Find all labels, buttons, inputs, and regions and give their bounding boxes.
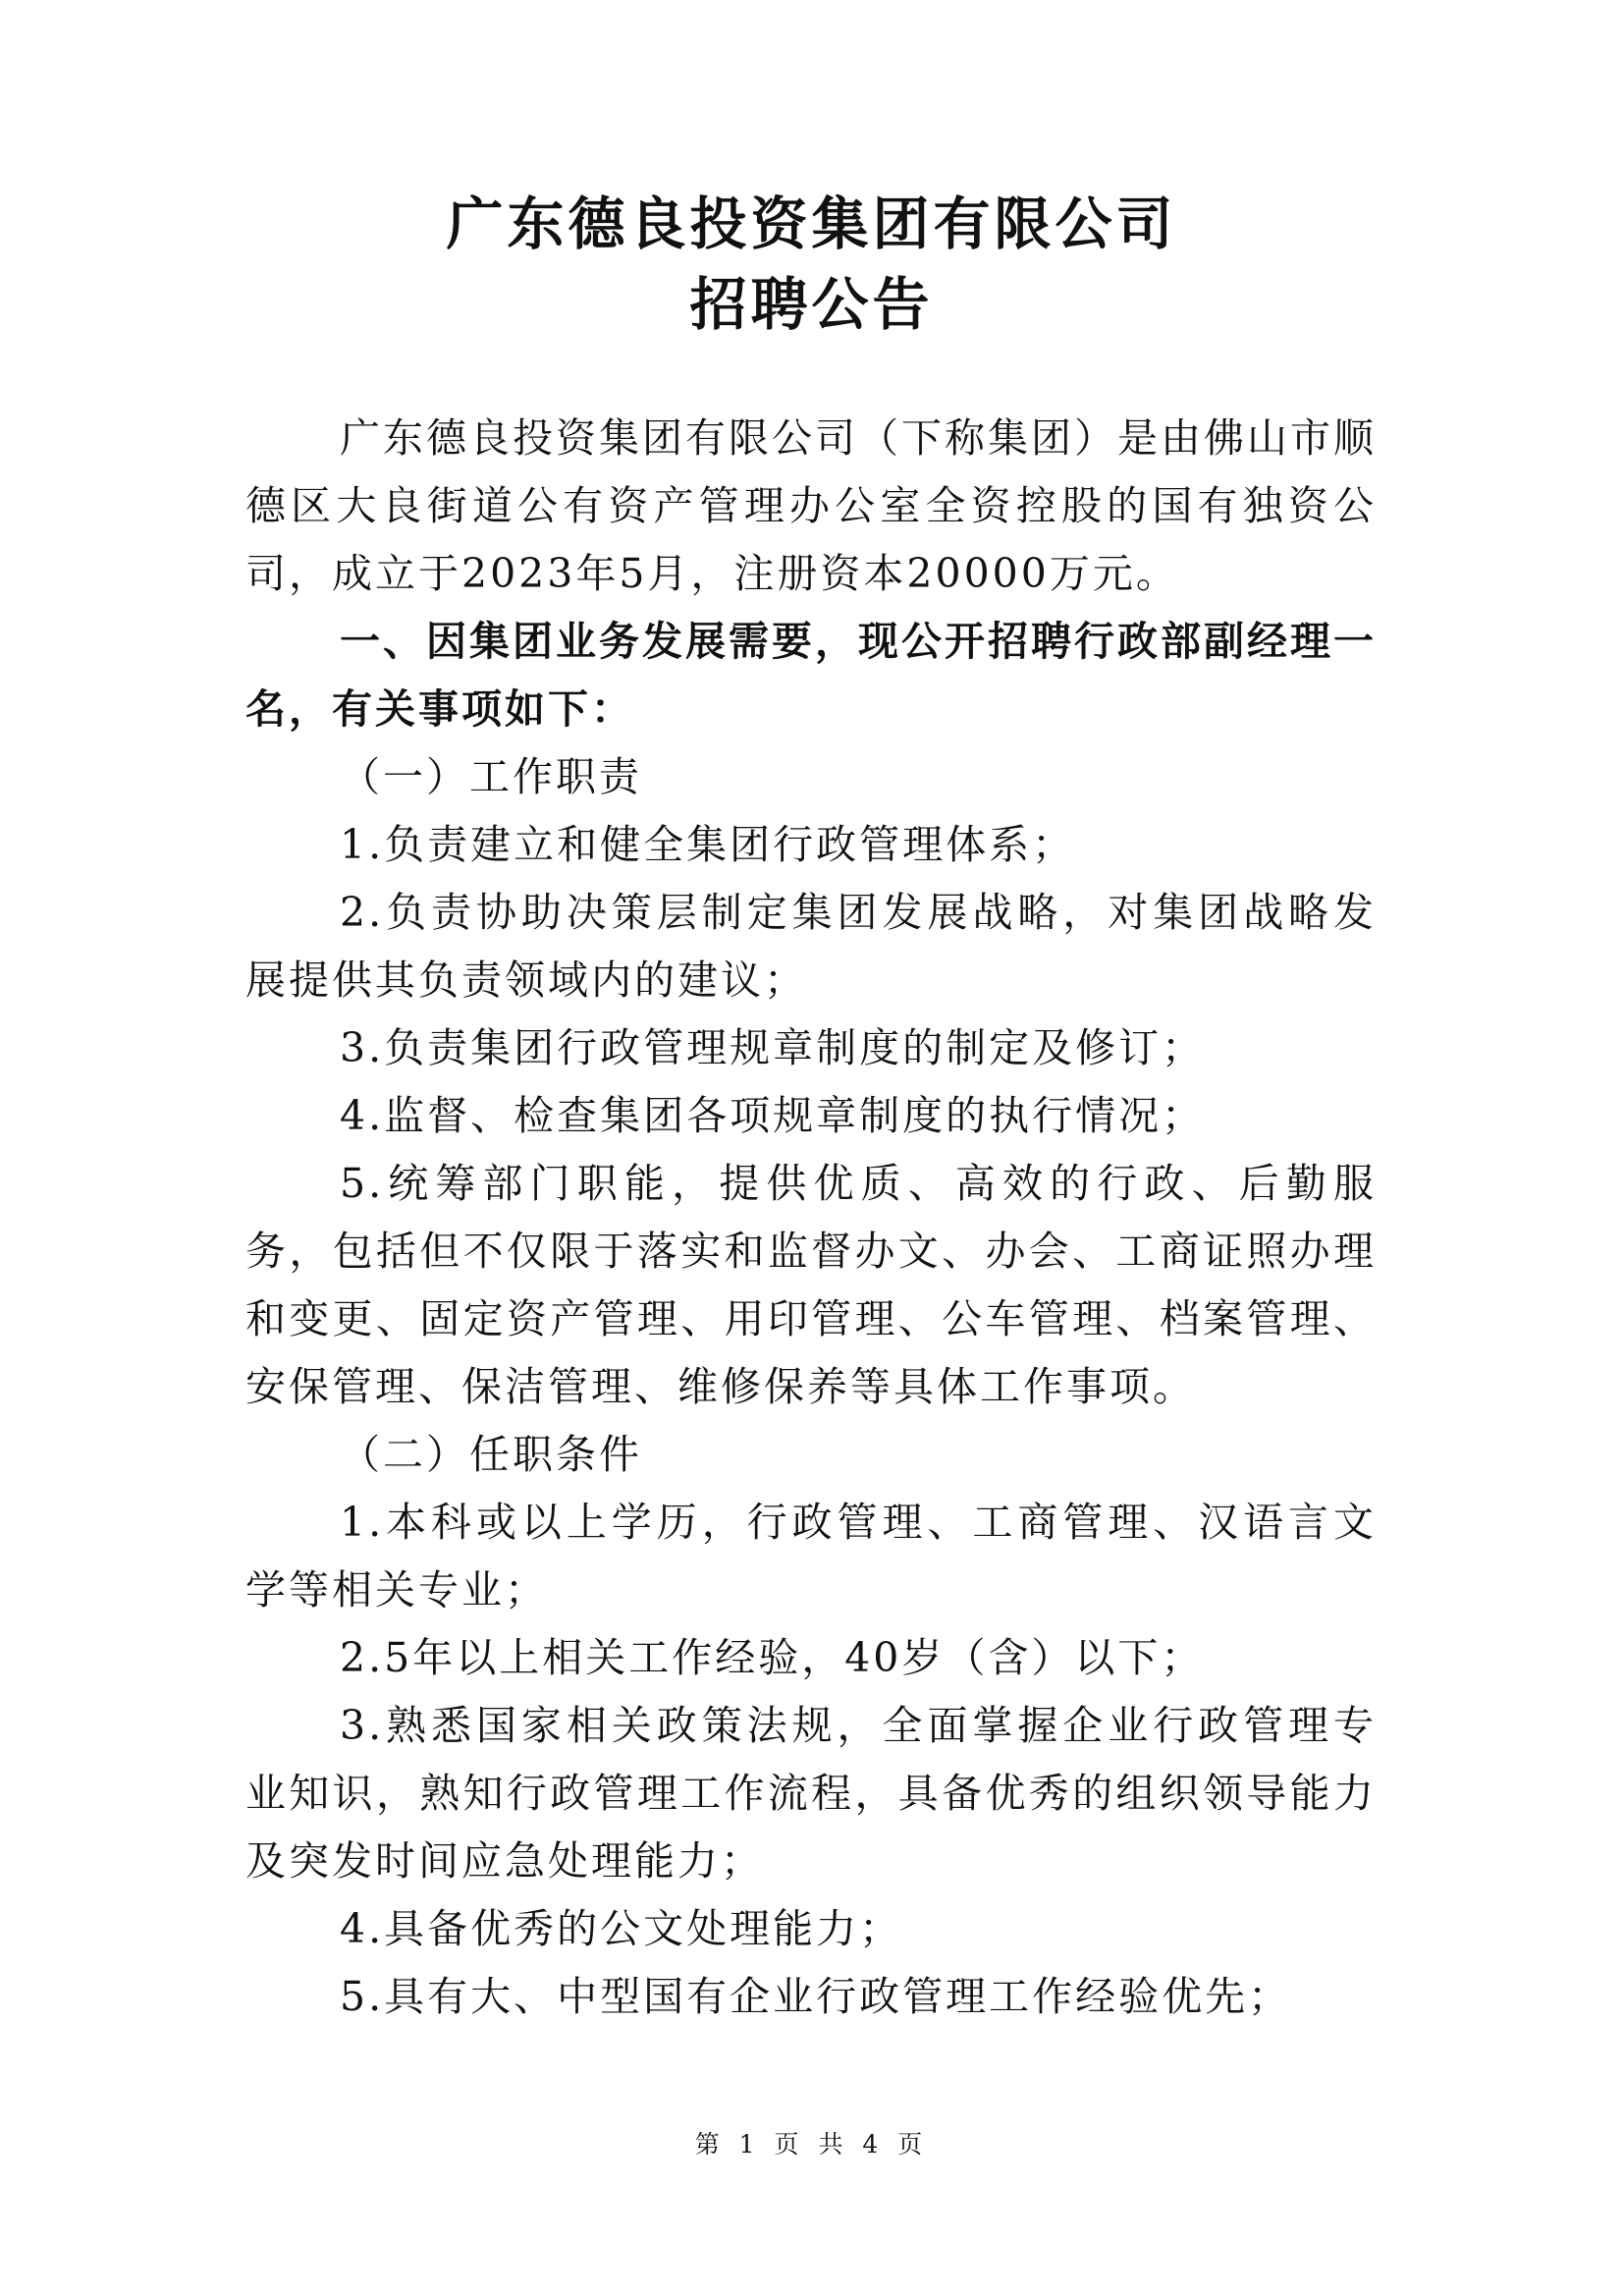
document-subtitle: 招聘公告 [689, 271, 934, 338]
document-body [245, 405, 1377, 2031]
requirement-item: 3.熟悉国家相关政策法规，全面掌握企业行政管理专业知识，熟知行政管理工作流程，具备优秀的组织领导能力及突发时间应急处理能力； [245, 1702, 1377, 1885]
duty-item: 4.监督、检查集团各项规章制度的执行情况； [340, 1092, 1206, 1139]
duty-item: 1.负责建立和健全集团行政管理体系； [340, 821, 1076, 868]
intro-paragraph: 广东德良投资集团有限公司（下称集团）是由佛山市顺德区大良街道公有资产管理办公室全资控股的国有独资公司，成立于2023年5月，注册资本20000万元。 [245, 414, 1377, 597]
duty-item: 2.负责协助决策层制定集团发展战略，对集团战略发展提供其负责领域内的建议； [245, 889, 1377, 1004]
section-heading-1: 一、因集团业务发展需要，现公开招聘行政部副经理一名，有关事项如下： [245, 618, 1377, 733]
page-number-footer: 第 1 页 共 4 页 [694, 2130, 929, 2159]
requirement-item: 1.本科或以上学历，行政管理、工商管理、汉语言文学等相关专业； [245, 1499, 1377, 1613]
subsection-heading-requirements: （二）任职条件 [340, 1431, 642, 1478]
duty-item: 5.统筹部门职能，提供优质、高效的行政、后勤服务，包括但不仅限于落实和监督办文、办会、工商证照办理和变更、固定资产管理、用印管理、公车管理、档案管理、安保管理、保洁管理、维修保养等具体工作事项。 [245, 1160, 1377, 1410]
document-title: 广东德良投资集团有限公司 [446, 191, 1177, 257]
requirement-item: 5.具有大、中型国有企业行政管理工作经验优先； [340, 1973, 1292, 2020]
duty-item: 3.负责集团行政管理规章制度的制定及修订； [340, 1024, 1206, 1071]
requirement-item: 4.具备优秀的公文处理能力； [340, 1905, 903, 1952]
subsection-heading-duties: （一）工作职责 [340, 753, 642, 800]
requirement-item: 2.5年以上相关工作经验，40岁（含）以下； [340, 1634, 1205, 1681]
